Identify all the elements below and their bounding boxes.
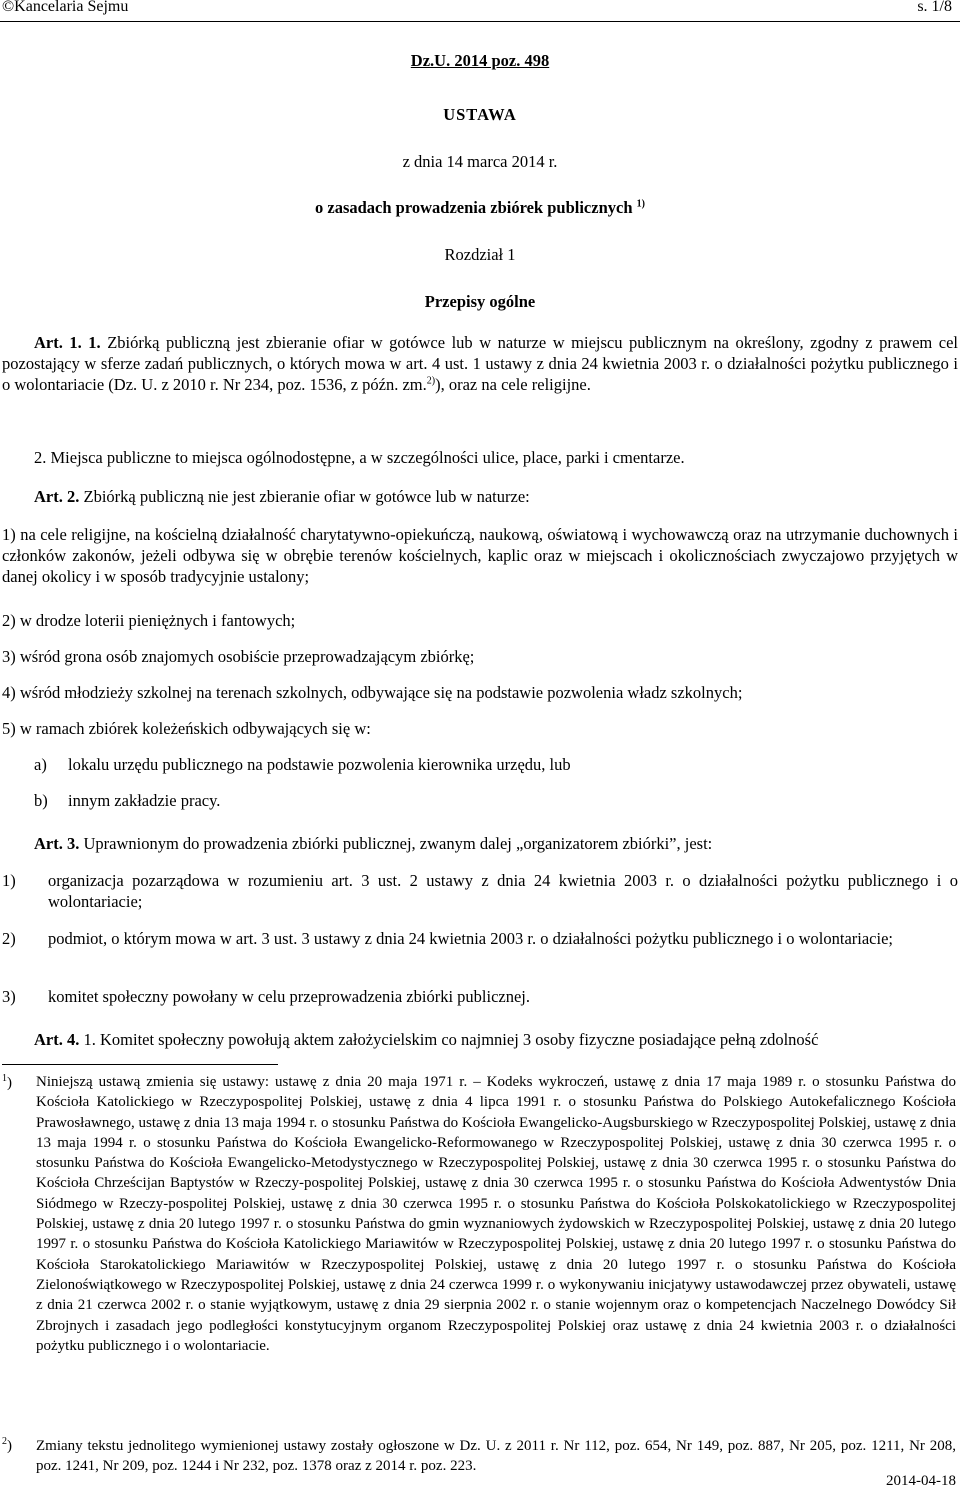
art3-label: Art. 3. [34,834,80,853]
art1-paragraph-2: 2. Miejsca publiczne to miejsca ogólnodostępne, a w szczególności ulice, place, parki i cmentarze. [34,448,685,467]
page-header [2,0,952,18]
art4-paragraph [2,1029,958,1050]
art4-text: 1. Komitet społeczny powołują aktem założycielskim co najmniej 3 osoby fizyczne posiadające pełną zdolność [83,1030,819,1049]
header-divider [0,21,960,22]
art2-subitem-b-num: b) [34,791,48,810]
art3-item-1: organizacja pozarządowa w rozumieniu art. 3 ust. 2 ustawy z dnia 24 kwietnia 2003 r. o działalności pożytku publicznego i o wolontariacie; [48,871,958,911]
art3-item-2-num: 2) [2,929,16,948]
art3-item-2: podmiot, o którym mowa w art. 3 ust. 3 ustawy z dnia 24 kwietnia 2003 r. o działalności pożytku publicznego i o wolontariacie; [48,929,893,948]
art3-item-1-num: 1) [2,871,16,890]
footnote-ref-2[interactable]: 2) [426,375,436,387]
document-subject [0,198,960,218]
footnote-2: Zmiany tekstu jednolitego wymienionej ustawy zostały ogłoszone w Dz. U. z 2011 r. Nr 112, poz. 654, Nr 149, poz. 887, Nr 205, poz. 1211, Nr 208, poz. 1241, Nr 209, poz. 1244 i Nr 232, poz. 1378 oraz z 2014 r. poz. 223. [36,1438,956,1475]
document-date: z dnia 14 marca 2014 r. [402,152,558,171]
art2-subitem-a-num: a) [34,755,47,774]
art2-subitem-a: lokalu urzędu publicznego na podstawie pozwolenia kierownika urzędu, lub [68,755,571,774]
footnote-2-marker: $^2$) [2,1436,12,1454]
art2-item-2: 2) w drodze loterii pieniężnych i fantowych; [2,611,296,630]
art4-label: Art. 4. [34,1030,80,1049]
subject-text: o zasadach prowadzenia zbiórek publicznych [315,198,633,217]
art2-item-5: 5) w ramach zbiórek koleżeńskich odbywających się w: [2,719,371,738]
footnote-1-marker: $^1$) [2,1073,12,1091]
art2-item-4: 4) wśród młodzieży szkolnej na terenach szkolnych, odbywające się na podstawie pozwolenia władz szkolnych; [2,683,743,702]
art2-subitem-b: innym zakładzie pracy. [68,791,221,810]
footer-date: 2014-04-18 [886,1473,956,1489]
chapter-number: Rozdział 1 [444,245,516,264]
art2-intro-text: Zbiórką publiczną nie jest zbieranie ofiar w gotówce lub w naturze: [83,487,530,506]
footnote-ref-1[interactable]: 1) [636,198,645,210]
art1-tail: ), oraz na cele religijne. [435,375,591,394]
footnote-divider [2,1064,278,1065]
footnote-1: Niniejszą ustawą zmienia się ustawy: ustawę z dnia 20 maja 1971 r. – Kodeks wykroczeń, ustawę z dnia 17 maja 1989 r. o stosunku Państwa do Kościoła Katolickiego w Rzeczypospolitej Polskiej, ustawę z dnia 4 lipca 1991 r. o stosunku Państwa do Polskiego Autokefalicznego Kościoła Prawosławnego, ustawę z dnia 13 maja 1994 r. o stosunku Państwa do Kościoła Ewangelicko-Augsburskiego w Rzeczypospolitej Polskiej, ustawę z dnia 13 maja 1994 r. o stosunku Państwa do Kościoła Ewangelicko-Reformowanego w Rzeczypospolitej Polskiej, ustawę z dnia 30 czerwca 1995 r. o stosunku Państwa do Kościoła Ewangelicko-Metodystycznego w Rzeczypospolitej Polskiej, ustawę z dnia 30 czerwca 1995 r. o stosunku Państwa do Kościoła Chrześcijan Baptystów w Rzeczy-pospolitej Polskiej, ustawę z dnia 30 czerwca 1995 r. o stosunku Państwa do Kościoła Adwentystów Dnia Siódmego w Rzeczy-pospolitej Polskiej, ustawę z dnia 30 czerwca 1995 r. o stosunku Państwa do Kościoła Polskokatolickiego w Rzeczypospolitej Polskiej, ustawę z dnia 20 lutego 1997 r. o stosunku Państwa do gmin wyznaniowych żydowskich w Rzeczypospolitej Polskiej, ustawę z dnia 20 lutego 1997 r. o stosunku Państwa do Kościoła Katolickiego Mariawitów w Rzeczypospolitej Polskiej, ustawę z dnia 20 lutego 1997 r. o stosunku Państwa do Kościoła Starokatolickiego Mariawitów w Rzeczypospolitej Polskiej, ustawę z dnia 20 lutego 1997 r. o stosunku Państwa do Kościoła Zielonoświątkowego w Rzeczypospolitej Polskiej, ustawę z dnia 24 czerwca 1999 r. o wykonywaniu inicjatywy ustawodawczej przez obywateli, ustawę z dnia 21 czerwca 2002 r. o stanie wyjątkowym, ustawę z dnia 29 sierpnia 2002 r. o stanie wojennym oraz o kompetencjach Naczelnego Dowódcy Sił Zbrojnych i zasadach jego podległości konstytucyjnym organom Rzeczypospolitej Polskiej oraz ustawę z dnia 24 kwietnia 2003 r. o działalności pożytku publicznego i o wolontariacie. [36,1074,956,1354]
art2-label: Art. 2. [34,487,80,506]
art3-intro [2,833,958,854]
art3-item-3: komitet społeczny powołany w celu przeprowadzenia zbiórki publicznej. [48,987,530,1006]
document-type: USTAWA [443,105,517,124]
art1-label: Art. 1. 1. [34,333,101,352]
art3-item-3-num: 3) [2,987,16,1006]
chapter-title: Przepisy ogólne [424,292,536,311]
art2-intro [2,486,958,507]
publisher-label: ©Kancelaria Sejmu [2,0,129,15]
art1-text: Zbiórką publiczną jest zbieranie ofiar w gotówce lub w naturze w miejscu publicznym na określony, zgodny z prawem cel pozostający w sferze zadań publicznych, o których mowa w art. 4 ust. 1 ustawy z dnia 24 kwietnia 2003 r. o działalności pożytku publicznego i o wolontariacie (Dz. U. z 2010 r. Nr 234, poz. 1536, z późn. zm. [2,333,959,394]
art3-intro-text: Uprawnionym do prowadzenia zbiórki publicznej, zwanym dalej „organizatorem zbiórki”, jest: [83,834,713,853]
art2-item-1: 1) na cele religijne, na kościelną działalność charytatywno-opiekuńczą, naukową, oświatową i wychowawczą oraz na utrzymanie duchownych i członków zakonów, jeżeli odbywa się w obrębie terenów kościelnych, kaplic oraz w miejscach i okolicznościach zwyczajowo przyjętych w danej okolicy i w sposób tradycyjnie ustalony; [2,525,958,586]
art1-paragraph-1 [2,332,958,395]
page-number: s. 1/8 [917,0,952,15]
art2-item-3: 3) wśród grona osób znajomych osobiście przeprowadzającym zbiórkę; [2,647,475,666]
journal-reference: Dz.U. 2014 poz. 498 [410,51,550,70]
